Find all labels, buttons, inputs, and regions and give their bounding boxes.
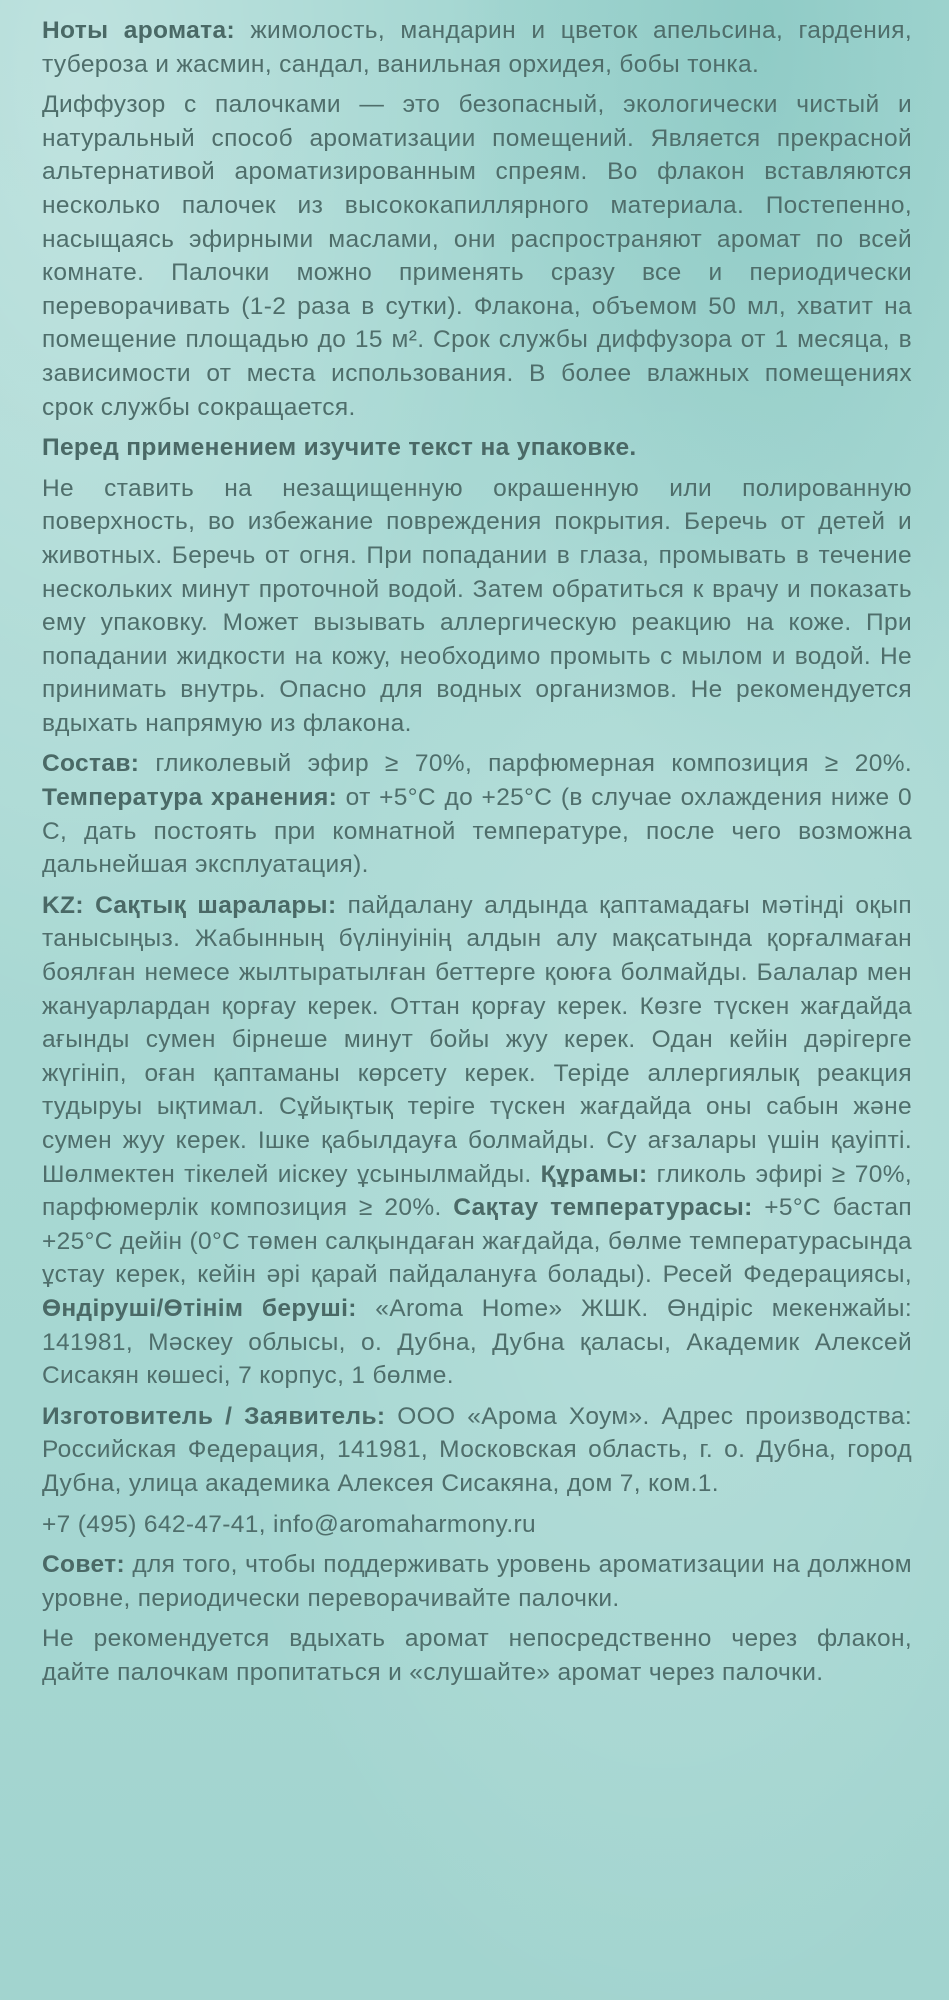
body-text: гликоль эфирі ≥ 70%, парфюмерлік композиция ≥ 20%.	[42, 1160, 912, 1222]
body-text: ООО «Арома Хоум». Адрес производства: Российская Федерация, 141981, Московская область, г. о. Дубна, город Дубна, улица академика Алексея Сисакяна, дом 7, ком.1.	[42, 1402, 912, 1497]
label-text-block	[42, 14, 912, 1697]
bold-heading-text: Температура хранения:	[42, 784, 338, 812]
bold-heading-text: Изготовитель / Заявитель:	[42, 1402, 386, 1430]
bold-heading-text: Құрамы:	[540, 1160, 648, 1188]
label-paragraph	[42, 1508, 912, 1542]
label-paragraph	[42, 889, 912, 1393]
body-text: Не ставить на незащищенную окрашенную или полированную поверхность, во избежание повреждения покрытия. Беречь от детей и животных. Беречь от огня. При попадании в глаза, промывать в течение нескольких минут проточной водой. Затем обратиться к врачу и показать ему упаковку. Может вызывать аллергическую реакцию на коже. При попадании жидкости на кожу, необходимо промыть с мылом и водой. Не принимать внутрь. Опасно для водных организмов. Не рекомендуется вдыхать напрямую из флакона.	[42, 474, 912, 737]
label-paragraph	[42, 88, 912, 424]
body-text: Не рекомендуется вдыхать аромат непосредственно через флакон, дайте палочкам пропитаться и «слушайте» аромат через палочки.	[42, 1625, 912, 1686]
label-paragraph	[42, 747, 912, 881]
label-paragraph	[42, 1400, 912, 1501]
bold-heading-text: Ноты аромата:	[42, 17, 235, 44]
body-text: «Aroma Home» ЖШК. Өндіріс мекенжайы: 141981, Мәскеу облысы, о. Дубна, Дубна қаласы, Академик Алексей Сисакян көшесі, 7 корпус, 1 бөлме.	[42, 1294, 912, 1390]
label-paragraph	[42, 431, 912, 465]
bold-heading-text: Сақтау температурасы:	[453, 1194, 753, 1222]
body-text: для того, чтобы поддерживать уровень ароматизации на должном уровне, периодически переворачивайте палочки.	[42, 1551, 912, 1612]
bold-heading-text: Өндіруші/Өтінім беруші:	[42, 1294, 357, 1322]
body-text: +7 (495) 642-47-41, info@aromaharmony.ru	[42, 1510, 536, 1538]
body-text: от +5°С до +25°С (в случае охлаждения ниже 0 С, дать постоять при комнатной температуре, после чего возможна дальнейшая эксплуатация).	[42, 784, 912, 879]
label-paragraph	[42, 1548, 912, 1615]
body-text: +5°С бастап +25°С дейін (0°С төмен салқындаған жағдайда, бөлме температурасында ұстау керек, кейін әрі қарай пайдалануға болады). Ресей Федерациясы,	[42, 1194, 912, 1289]
bold-heading-text: Перед применением изучите текст на упаковке.	[42, 434, 637, 462]
label-paragraph	[42, 472, 912, 741]
bold-heading-text: Состав:	[42, 750, 140, 778]
body-text: пайдалану алдында қаптамадағы мәтінді оқып танысыңыз. Жабынның бүлінуінің алдын алу мақсатында қорғалмаған боялған немесе жылтыратылған беттерге қоюға болмайды. Балалар мен жануарлардан қорғау керек. Оттан қорғау керек. Көзге түскен жағдайда ағынды сумен бірнеше минут бойы жуу керек. Одан кейін дәрігерге жүгініп, оған қаптаманы көрсету керек. Теріде аллергиялық реакция тудыруы ықтимал. Сұйықтық теріге түскен жағдайда оны сабын және сумен жуу керек. Ішке қабылдауға болмайды. Су ағзалары үшін қауіпті. Шөлмектен тікелей иіскеу ұсынылмайды.	[42, 891, 912, 1188]
bold-heading-text: Совет:	[42, 1551, 125, 1579]
label-paragraph	[42, 14, 912, 81]
body-text: Диффузор с палочками — это безопасный, экологически чистый и натуральный способ ароматизации помещений. Является прекрасной альтернативой ароматизированным спреям. Во флакон вставляются несколько палочек из высококапиллярного материала. Постепенно, насыщаясь эфирными маслами, они распространяют аромат по всей комнате. Палочки можно применять сразу все и периодически переворачивать (1-2 раза в сутки). Флакона, объемом 50 мл, хватит на помещение площадью до 15 м². Срок службы диффузора от 1 месяца, в зависимости от места использования. В более влажных помещениях срок службы сокращается.	[42, 91, 912, 421]
body-text: гликолевый эфир ≥ 70%, парфюмерная композиция ≥ 20%.	[139, 750, 912, 778]
bold-heading-text: KZ: Сақтық шаралары:	[42, 891, 337, 919]
label-paragraph	[42, 1622, 912, 1689]
body-text: жимолость, мандарин и цветок апельсина, гардения, тубероза и жасмин, сандал, ванильная орхидея, бобы тонка.	[42, 17, 912, 78]
